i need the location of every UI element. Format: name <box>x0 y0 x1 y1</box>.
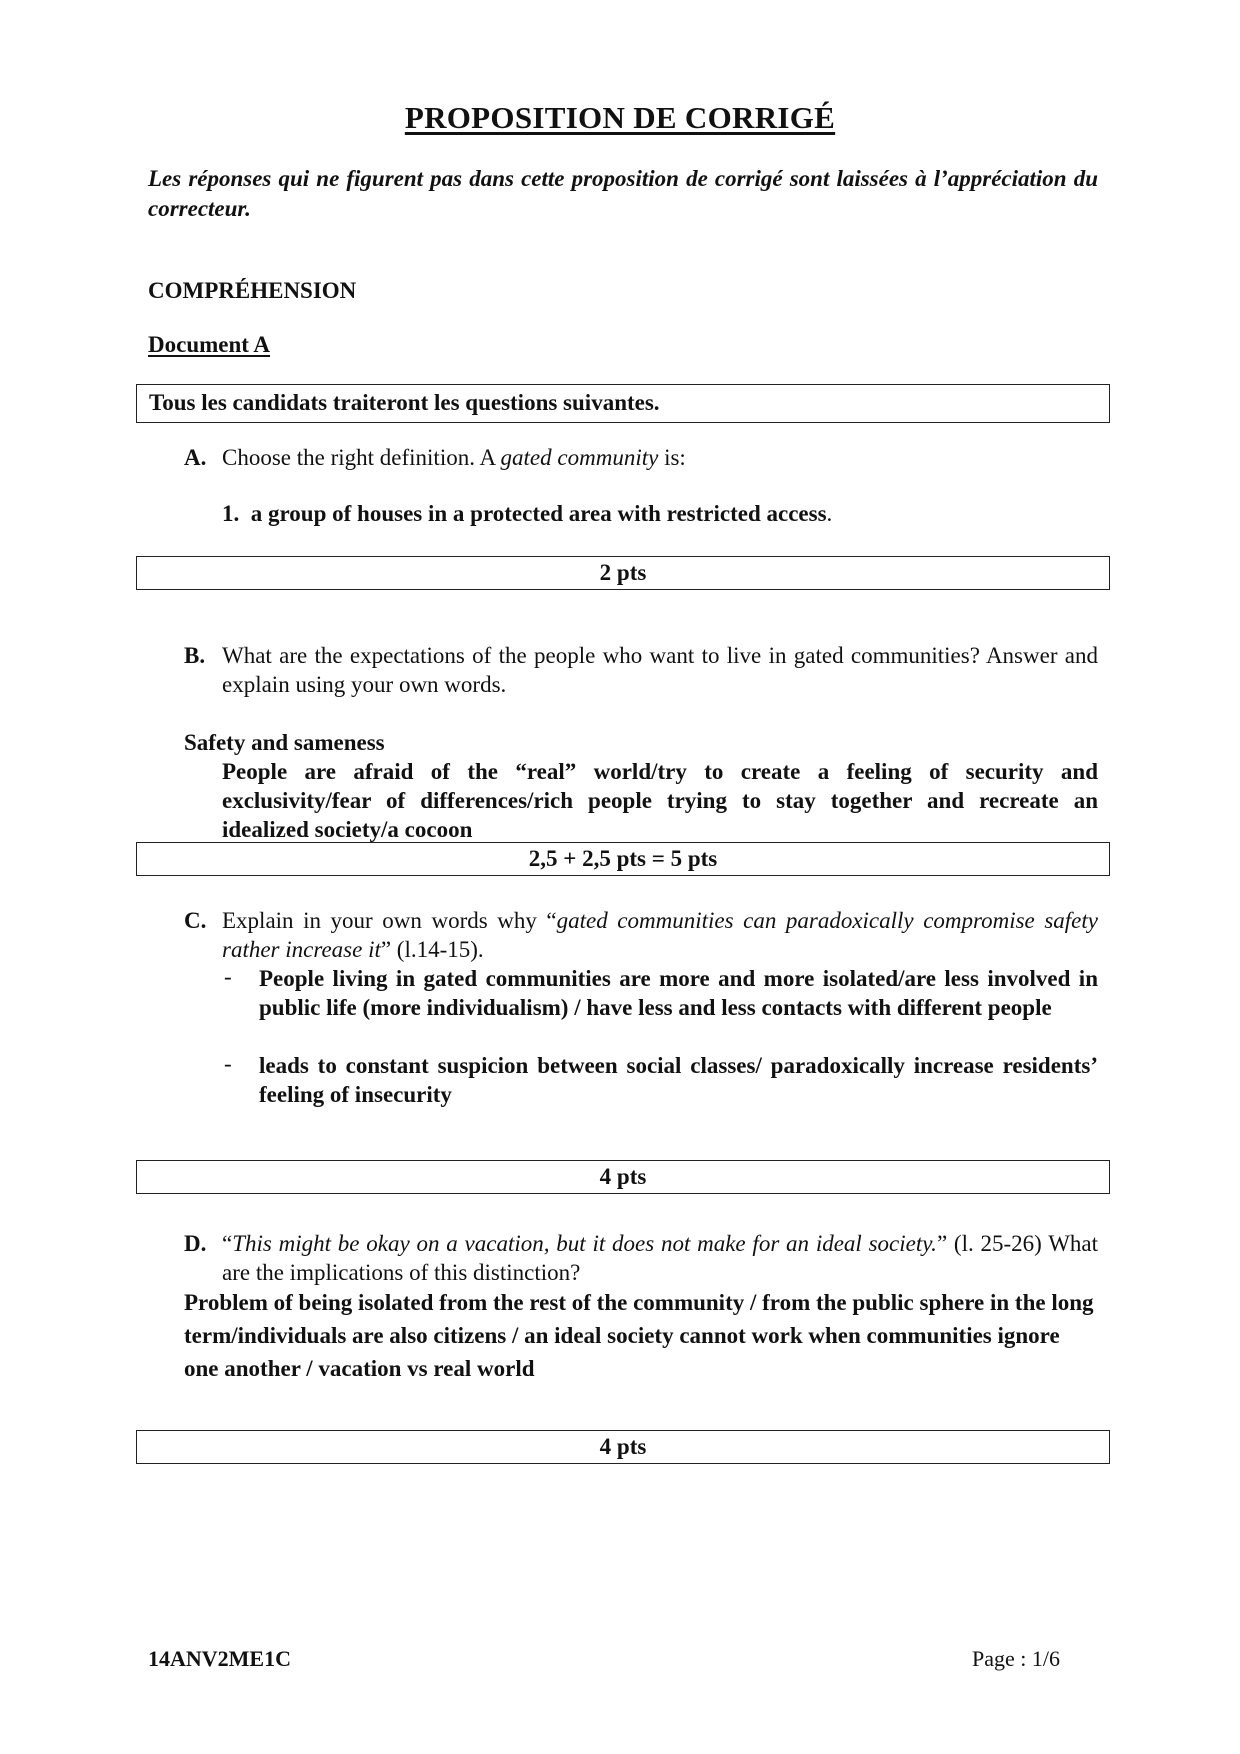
question-a-answer <box>222 499 832 528</box>
points-box-b: 2,5 + 2,5 pts = 5 pts <box>136 842 1110 876</box>
question-c-text-start: Explain in your own words why “ <box>222 908 557 933</box>
question-d-answer: Problem of being isolated from the rest of the community / from the public sphere in the long term/individuals are also citizens / an ideal society cannot work when communities ignore one another / vacation vs real world <box>184 1290 1094 1381</box>
bullet-marker: - <box>224 964 232 989</box>
intro-note: Les réponses qui ne figurent pas dans cette proposition de corrigé sont laissées à l’appréciation du correcteur. <box>148 166 1098 221</box>
question-a-term: gated community <box>500 445 659 470</box>
question-c-text-end: ” (l.14-15). <box>380 937 484 962</box>
question-c-text <box>222 906 1098 964</box>
section-heading: COMPRÉHENSION <box>148 278 357 303</box>
question-b-answer: People are afraid of the “real” world/try to create a feeling of security and exclusivity/fear of differences/rich people trying to stay together and recreate an idealized society/a cocoon <box>222 759 1098 842</box>
question-a-answer-text: a group of houses in a protected area with restricted access <box>250 501 827 526</box>
question-a-text-start: Choose the right definition. A <box>222 445 501 470</box>
points-box-c: 4 pts <box>136 1160 1110 1194</box>
question-a-text <box>222 443 1098 472</box>
page-number: Page : 1/6 <box>972 1646 1060 1671</box>
question-a-answer-number: 1. <box>222 501 240 526</box>
question-c-bullet-2: leads to constant suspicion between social classes/ paradoxically increase residents’ feeling of insecurity <box>259 1053 1098 1107</box>
question-d-text <box>222 1229 1098 1287</box>
document-heading: Document A <box>148 332 271 357</box>
question-c-bullet-1: People living in gated communities are more and more isolated/are less involved in public life (more individualism) / have less and less contacts with different people <box>259 966 1098 1020</box>
question-b-answer-heading: Safety and sameness <box>184 730 385 755</box>
question-c-quote: gated communities can paradoxically compromise safety rather increase it <box>222 908 1098 962</box>
question-d-quote: This might be okay on a vacation, but it does not make for an ideal society. <box>232 1231 937 1256</box>
question-a-letter: A. <box>184 445 207 470</box>
question-d-letter: D. <box>184 1231 207 1256</box>
page-title: PROPOSITION DE CORRIGÉ <box>404 100 836 135</box>
question-a-text-end: is: <box>658 445 686 470</box>
instruction-box: Tous les candidats traiteront les questions suivantes. <box>136 384 1110 423</box>
question-d-text-end: ” (l. 25-26) What are the implications of this distinction? <box>222 1231 1098 1285</box>
question-d-text-start: “ <box>222 1231 233 1256</box>
question-c-letter: C. <box>184 908 207 933</box>
footer-code: 14ANV2ME1C <box>148 1646 291 1671</box>
question-b-letter: B. <box>184 643 206 668</box>
question-a-answer-end: . <box>826 501 833 526</box>
question-b-text: What are the expectations of the people who want to live in gated communities? Answer and explain using your own words. <box>222 643 1098 697</box>
points-box-d: 4 pts <box>136 1430 1110 1464</box>
bullet-marker: - <box>224 1051 232 1076</box>
points-box-a: 2 pts <box>136 556 1110 590</box>
